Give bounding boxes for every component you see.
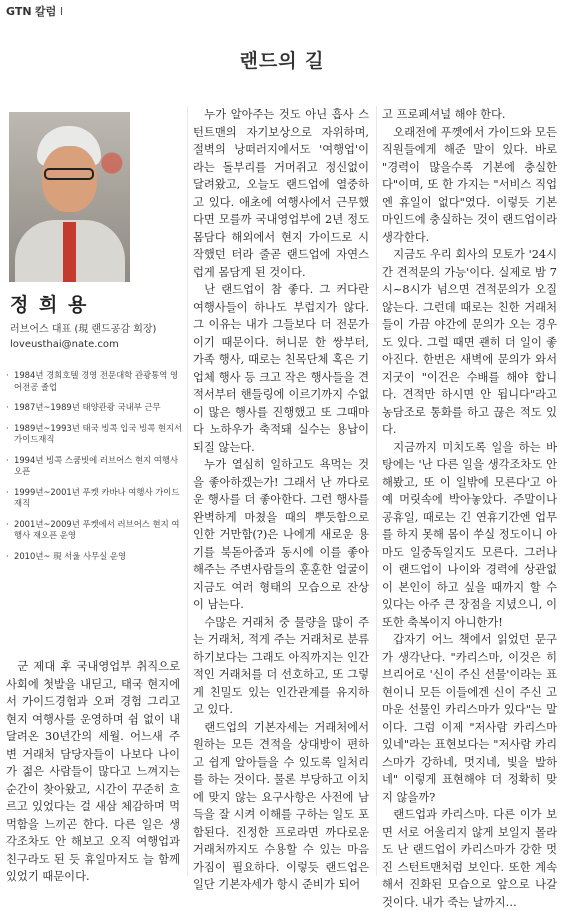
column-header (6, 3, 63, 19)
column-title: 랜드의 길 (239, 50, 325, 72)
paragraph: 갑자기 어느 책에서 읽었던 문구가 생각난다. "카리스마, 이것은 히브리어로 '신이 주신 선물'이라는 표현이니 모든 이들에겐 신이 주신 고마운 선물인 카리스마가 있다"는 말이다. 그럼 이제 "저사람 카리스마 있네"라는 표현보다는 "저사람 카리스마가 강하네, 멋지네, 빛을 발하네" 이렇게 표현해야 더 정확히 맞지 않을까? (382, 633, 557, 804)
section-label: 칼럼 (35, 5, 57, 18)
career-item: · 1989년~1993년 태국 빙콕 입국 빙콕 현지서 가이드재직 (6, 423, 186, 446)
paragraph: 수많은 거래처 중 물량을 많이 주는 거래처, 적게 주는 거래처로 분류하기보다는 그래도 아직까지는 인간적인 거래처를 더 선호하고, 또 그렇게 친밀도 있는 인간관계를 유지하고 있다. (193, 615, 369, 716)
body-column-3 (382, 106, 557, 911)
career-item: · 2010년~ 現 서울 사무실 운영 (6, 551, 186, 563)
paragraph: 랜드업과 카리스마. 다른 이가 보면 서로 어울리지 않게 보일지 몰라도 난 랜드업이 카리스마가 강한 멋진 스턴트맨처럼 보인다. 또한 계속해서 진화된 모습으로 앞으로 나갈 것이다. 내가 죽는 날까지… (382, 808, 557, 909)
author-name: 정 희 용 (10, 294, 89, 316)
paragraph: 랜드업의 기본자세는 거래처에서 원하는 모든 견적을 상대방이 편하고 쉽게 알아들을 수 있도록 일처리를 하는 것이다. 물론 부당하고 이치에 맞지 않는 요구사항은 사전에 남득을 잘 시켜 이해를 구하는 일도 포함된다. 진정한 프로라면 까다로운 거래처까지도 수용할 수 있는 마음가짐이 필요하다. 이렇듯 랜드업은 일단 기본자세가 항시 준비가 되어 (193, 720, 369, 891)
paragraph: 난 랜드업이 참 좋다. 그 커다란 여행사들이 하나도 부럽지가 않다. 그 이유는 내가 그들보다 더 전문가이기 때문이다. 허니문 한 쌍부터, 가족 행사, 때로는 친목단체 혹은 기업체 행사 등 크고 작은 행사들을 견적서부터 핸들링에 이르기까지 수없이 많은 행사를 진행했고 또 그때마다 노하우가 축적돼 실수는 용납이 되질 않는다. (193, 283, 369, 454)
career-item: · 1994년 빙콕 스쿰빗에 러브어스 현지 여행사 오픈 (6, 455, 186, 478)
paragraph: 군 제대 후 국내영업부 취직으로 사회에 첫발을 내딛고, 태국 현지에서 가이드경험과 오퍼 경험 그리고 현지 여행사를 운영하며 쉼 없이 내달려온 30년간의 세월. 어느새 주변 거래처 담당자들이 나보다 나이가 젊은 사람들이 많다고 느껴지는 순간이 찾아왔고, 시간이 꾸준히 흐르고 있었다는 걸 새삼 체감하며 먹먹함을 느끼곤 한다. 다른 일은 생각조차도 안 해보고 오직 여행업과 친구라도 된 듯 휴일마저도 늘 함께 있었기 때문이다. (6, 660, 180, 883)
career-item: · 1984년 경희호텔 경영 전문대학 관광통역 영어전공 졸업 (6, 370, 186, 393)
paragraph: 고 프로페셔널 해야 한다. (382, 108, 506, 121)
author-email: loveusthai@nate.com (10, 339, 119, 350)
paragraph: 누가 알아주는 것도 아닌 흡사 스턴트맨의 자기보상으로 자위하며, 절벽의 낭떠러지에서도 '여행업'이라는 돌부리를 거머쥐고 정신없이 달려왔고, 오늘도 랜드업에 열중하고 있다. 애초에 여행사에서 근무했다면 모를까 국내영업부에 2년 정도 몸담다 해외에서 현지 가이드로 시작했던 터라 줄곧 랜드업에 자연스럽게 몸담게 된 것이다. (193, 108, 369, 279)
column-divider (187, 106, 188, 876)
career-item: · 1999년~2001년 푸켓 카바나 여행사 가이드 재직 (6, 487, 186, 510)
career-list (6, 370, 186, 571)
body-column-1 (6, 658, 180, 886)
paragraph: 누가 열심히 일하고도 욕먹는 것을 좋아하겠는가! 그래서 난 까다로운 행사를 더 좋아한다. 그런 행사를 완벽하게 마쳤을 때의 뿌듯함으로 인한 거만함(?)은 나에게 새로운 용기를 북돋아줌과 동시에 이를 좋아해주는 주변사람들의 훈훈한 얼굴이 지금도 여러 형태의 모습으로 잔상이 남는다. (193, 458, 369, 611)
paragraph: 지금까지 미치도록 일을 하는 바탕에는 '난 다른 일을 생각조차도 안 해봤고, 또 이 일밖에 모른다'고 아예 머릿속에 박아놓았다. 주말이나 공휴일, 때로는 긴 연휴기간엔 업무를 하지 못해 몸이 쑤실 정도이니 아마도 일중독일지도 모른다. 그러나 이 랜드업이 나이와 경력에 상관없이 본인이 하고 싶을 때까지 할 수 있다는 아주 큰 장점을 지녔으니, 이 또한 축복이지 아니한가! (382, 440, 557, 629)
brand-label: GTN (6, 5, 32, 18)
career-item: · 2001년~2009년 푸켓에서 러브어스 현지 여행사 재오픈 운영 (6, 519, 186, 542)
author-photo (9, 112, 130, 282)
paragraph: 오래전에 푸껫에서 가이드와 모든 직원들에게 해준 말이 있다. 바로 "경력이 많을수록 기본에 충실한다"이며, 또 한 가지는 "서비스 직업엔 휴일이 없다"였다. 이렇듯 기본 마인드에 충실하는 것이 랜드업이라 생각한다. (382, 125, 557, 244)
paragraph: 지금도 우리 회사의 모토가 '24시간 견적문의 가능'이다. 실제로 밤 7시~8시가 넘으면 견적문의가 오질 않는다. 그런데 때로는 친한 거래처들이 가끔 야간에 문의가 오는 경우도 있다. 그럴 때면 괜히 더 일이 좋아진다. 한번은 새벽에 문의가 와서 지굿이 "이건은 수배를 해야 합니다. 견적만 하시면 안 됩니다"라고 농담조로 통화를 하고 끊은 적도 있다. (382, 248, 557, 436)
career-item: · 1987년~1989년 태양관광 국내부 근무 (6, 402, 186, 414)
header-mark: I (59, 5, 64, 18)
body-column-2 (193, 106, 369, 894)
author-role: 러브어스 대표 (現 랜드공감 회장) (10, 324, 157, 335)
column-divider (376, 106, 377, 876)
